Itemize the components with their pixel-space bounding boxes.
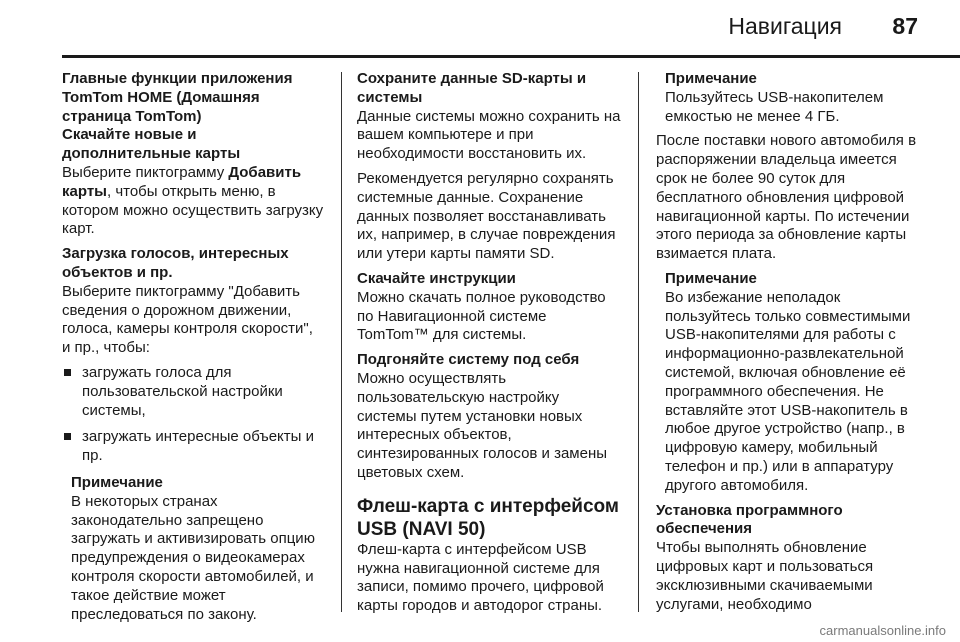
column-divider	[341, 72, 342, 612]
heading-download-maps: Скачайте новые и дополнительные карты	[62, 126, 241, 163]
paragraph-customize: Можно осуществлять пользовательскую настройку системы путем установки новых интересных объектов, синтезированных голосов и замены цветовых схем.	[357, 369, 608, 481]
list-item: загружать интересные объекты и пр.	[62, 428, 324, 466]
note-title: Примечание	[665, 70, 757, 87]
section-title: Навигация	[728, 13, 842, 39]
note-text: Во избежание неполадок пользуйтесь только совместимыми USB-накопителями для работы с информационно-развлекательной системой, включая обновление её программного обеспечения. Не вставляйте этот USB-накопитель в любое другое устройство (напр., в цифровую камеру, мобильный телефон и пр.) или в аппаратуру другого автомобиля.	[665, 288, 911, 494]
heading-save-sd-data: Сохраните данные SD-карты и системы	[357, 70, 587, 106]
heading-software-install: Установка программного обеспечения	[656, 501, 843, 538]
column-1	[62, 70, 324, 630]
note-title: Примечание	[665, 269, 757, 287]
note-usb-capacity	[665, 70, 926, 126]
heading-customize: Подгоняйте систему под себя	[357, 351, 580, 369]
bullet-square-icon	[64, 433, 71, 440]
bullet-list	[62, 364, 324, 466]
paragraph-software-install: Чтобы выполнять обновление цифровых карт и пользоваться эксклюзивными скачиваемыми услугами, необходимо	[656, 539, 874, 613]
page-header	[0, 0, 960, 60]
note-speed-cameras	[71, 474, 324, 624]
column-2	[357, 70, 622, 622]
list-item: загружать голоса для пользовательской настройки системы,	[62, 364, 324, 420]
heading-download-manual: Скачайте инструкции	[357, 269, 516, 287]
paragraph-backup-recommend: Рекомендуется регулярно сохранять системные данные. Сохранение данных позволяет восстанавливать их, например, в случае повреждения или утери карты памяти SD.	[357, 169, 616, 263]
watermark: carmanualsonline.info	[819, 623, 946, 638]
paragraph-save-data: Данные системы можно сохранить на вашем компьютере и при необходимости восстановить их.	[357, 107, 621, 163]
note-text: Пользуйтесь USB-накопителем емкостью не менее 4 ГБ.	[665, 88, 884, 125]
heading-download-voices: Загрузка голосов, интересных объектов и пр.	[62, 245, 289, 281]
heading-usb-flash: Флеш-карта с интерфейсом USB (NAVI 50)	[357, 495, 619, 540]
header-rule	[62, 55, 960, 58]
page-number: 87	[892, 13, 918, 39]
add-maps-term: Добавить карты	[62, 163, 302, 200]
paragraph-select-icon: Выберите пиктограмму "Добавить сведения о дорожном движении, голоса, камеры контроля скорости", и пр., чтобы:	[62, 282, 313, 357]
paragraph-manual: Можно скачать полное руководство по Навигационной системе TomTom™ для системы.	[357, 288, 606, 344]
note-text: В некоторых странах законодательно запрещено загружать и активизировать опцию предупреждения о видеокамерах контроля скорости автомобилей, и такое действие может преследоваться по закону.	[71, 492, 315, 623]
bullet-square-icon	[64, 369, 71, 376]
note-compatible-usb	[665, 270, 926, 496]
paragraph-usb-flash: Флеш-карта с интерфейсом USB нужна навигационной системе для записи, помимо прочего, цифровой карты городов и автодорог страны.	[357, 540, 604, 615]
page-footer	[0, 622, 960, 642]
paragraph-free-update: После поставки нового автомобиля в распоряжении владельца имеется срок не более 90 суток для бесплатного обновления цифровой навигационной карты. По истечении этого периода за обновление карты взимается плата.	[656, 132, 917, 263]
heading-tomtom-home: Главные функции приложения TomTom HOME (Домашняя страница TomTom)	[62, 70, 293, 125]
column-3	[656, 70, 926, 620]
paragraph-add-maps: Выберите пиктограмму Добавить карты, чтобы открыть меню, в котором можно осуществить загрузку карт.	[62, 163, 324, 238]
column-divider	[638, 72, 639, 612]
note-title: Примечание	[71, 473, 163, 491]
